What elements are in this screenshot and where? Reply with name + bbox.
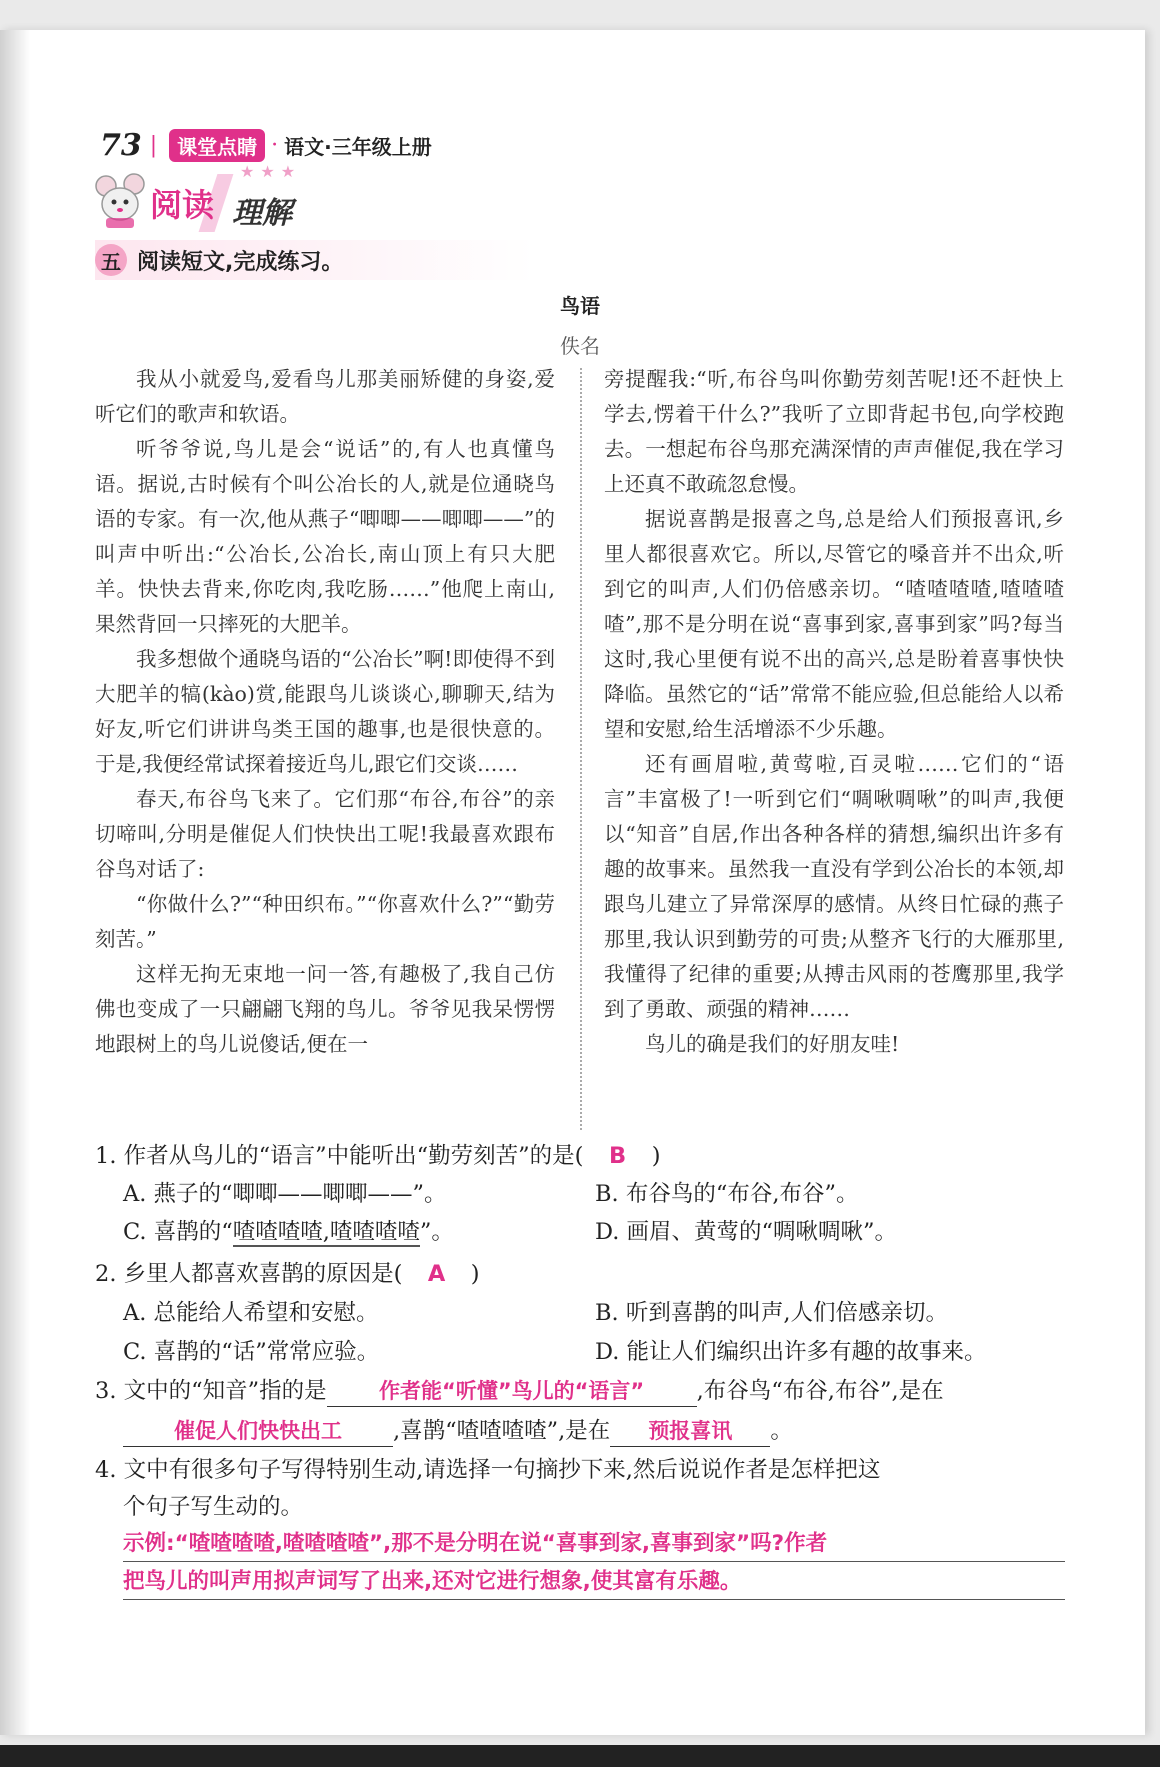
series-tag: 课堂点睛 [169, 129, 265, 162]
option-c: C. 喜鹊的“话”常常应验。 [123, 1339, 380, 1365]
answer-blank-2: 催促人们快快出工 [123, 1416, 393, 1447]
paragraph: “你做什么?”“种田织布。”“你喜欢什么?”“勤劳刻苦。” [95, 892, 555, 951]
answer-blank-3: 预报喜讯 [610, 1416, 770, 1447]
header-divider: | [149, 132, 158, 158]
question-2 [95, 1256, 480, 1288]
answer-choice: A [427, 1261, 446, 1287]
paragraph: 春天,布谷鸟飞来了。它们那“布谷,布谷”的亲切啼叫,分明是催促人们快快出工呢!我最喜欢跟布谷鸟对话了: [95, 787, 555, 881]
question-stem: 1. 作者从鸟儿的“语言”中能听出“勤劳刻苦”的是( [95, 1143, 584, 1169]
question-4-line-2: 个句子写生动的。 [123, 1494, 304, 1520]
subject-label: 语文·三年级上册 [284, 134, 432, 159]
option-a: A. 燕子的“唧唧——唧唧——”。 [123, 1181, 447, 1207]
question-close-paren: ) [470, 1261, 480, 1287]
article-left-column [95, 362, 555, 1062]
option-c-underlined: 喳喳喳喳,喳喳喳喳 [232, 1219, 420, 1245]
question-3-line-2 [123, 1413, 793, 1447]
paragraph: 听爷爷说,鸟儿是会“说话”的,有人也真懂鸟语。据说,古时候有个叫公冶长的人,就是位通晓鸟语的专家。有一次,他从燕子“唧唧——唧唧——”的叫声中听出:“公冶长,公冶长,南山顶上有只大肥羊。快快去背来,你吃肉,我吃肠……”他爬上南山,果然背回一只摔死的大肥羊。 [95, 437, 555, 636]
option-b: B. 布谷鸟的“布谷,布谷”。 [595, 1181, 859, 1207]
section-logo [90, 162, 320, 240]
paragraph: 这样无拘无束地一问一答,有趣极了,我自己仿佛也变成了一只翩翩飞翔的鸟儿。爷爷见我呆愣愣地跟树上的鸟儿说傻话,便在一 [95, 962, 555, 1056]
section-heading [95, 240, 535, 280]
bottom-edge-bar [0, 1745, 1160, 1767]
logo-word-understanding: 理解 [232, 196, 292, 231]
question-stem: 2. 乡里人都喜欢喜鹊的原因是( [95, 1261, 403, 1287]
option-c-suffix: ”。 [419, 1219, 454, 1245]
paragraph: 旁提醒我:“听,布谷鸟叫你勤劳刻苦呢!还不赶快上学去,愣着干什么?”我听了立即背起书包,向学校跑去。一想起布谷鸟那充满深情的声声催促,我在学习上还真不敢疏忽怠慢。 [604, 367, 1064, 496]
option-d: D. 画眉、黄莺的“啁啾啁啾”。 [595, 1219, 898, 1245]
page-header [100, 125, 432, 165]
paragraph: 据说喜鹊是报喜之鸟,总是给人们预报喜讯,乡里人都很喜欢它。所以,尽管它的嗓音并不出众,听到它的叫声,人们仍倍感亲切。“喳喳喳喳,喳喳喳喳”,那不是分明在说“喜事到家,喜事到家”吗?每当这时,我心里便有说不出的高兴,总是盼着喜事快快降临。虽然它的“话”常常不能应验,但总能给人以希望和安慰,给生活增添不少乐趣。 [604, 507, 1064, 741]
option-b: B. 听到喜鹊的叫声,人们倍感亲切。 [595, 1300, 948, 1326]
paragraph: 我多想做个通晓鸟语的“公冶长”啊!即使得不到大肥羊的犒(kào)赏,能跟鸟儿谈谈心,聊聊天,结为好友,听它们讲讲鸟类王国的趣事,也是很快意的。于是,我便经常试探着接近鸟儿,跟它们交谈…… [95, 647, 555, 776]
section-instruction: 阅读短文,完成练习。 [137, 249, 344, 275]
page-number: 73 [100, 127, 142, 163]
question-close-paren: ) [651, 1143, 661, 1169]
question-3-line-1 [95, 1373, 944, 1407]
paragraph: 还有画眉啦,黄莺啦,百灵啦……它们的“语言”丰富极了!一听到它们“啁啾啁啾”的叫声,我便以“知音”自居,作出各种各样的猜想,编织出许多有趣的故事来。虽然我一直没有学到公冶长的本领,却跟鸟儿建立了异常深厚的感情。从终日忙碌的燕子那里,我认识到勤劳的可贵;从整齐飞行的大雁那里,我懂得了纪律的重要;从搏击风雨的苍鹰那里,我学到了勇敢、顽强的精神…… [604, 752, 1064, 1021]
question-3-text: 3. 文中的“知音”指的是 [95, 1378, 327, 1404]
question-3-text: ,布谷鸟“布谷,布谷”,是在 [696, 1378, 944, 1404]
option-c-prefix: C. 喜鹊的“ [123, 1219, 233, 1245]
article-author: 佚名 [560, 334, 600, 358]
question-4-answer-line-1: 示例:“喳喳喳喳,喳喳喳喳”,那不是分明在说“喜事到家,喜事到家”吗?作者 [123, 1527, 1065, 1562]
article-right-column [604, 362, 1064, 1062]
star-rating-icon: ★★★ [240, 162, 302, 181]
answer-choice: B [609, 1143, 627, 1169]
mouse-mascot-icon [94, 172, 148, 232]
option-c [123, 1214, 454, 1246]
question-3-text: 。 [770, 1418, 793, 1444]
section-number-badge: 五 [95, 244, 127, 276]
answer-blank-1: 作者能“听懂”鸟儿的“语言” [327, 1376, 697, 1407]
option-d: D. 能让人们编织出许多有趣的故事来。 [595, 1339, 987, 1365]
question-4-line-1: 4. 文中有很多句子写得特别生动,请选择一句摘抄下来,然后说说作者是怎样把这 [95, 1457, 881, 1483]
question-1 [95, 1138, 661, 1170]
question-3-text: ,喜鹊“喳喳喳喳”,是在 [393, 1418, 611, 1444]
paragraph: 鸟儿的确是我们的好朋友哇! [645, 1032, 900, 1056]
option-a: A. 总能给人希望和安慰。 [123, 1300, 379, 1326]
article-title: 鸟语 [560, 294, 600, 318]
header-dot: · [271, 132, 279, 158]
logo-word-reading: 阅读 [150, 186, 215, 224]
column-divider [580, 368, 582, 1130]
paragraph: 我从小就爱鸟,爱看鸟儿那美丽矫健的身姿,爱听它们的歌声和软语。 [95, 367, 555, 426]
question-4-answer-line-2: 把鸟儿的叫声用拟声词写了出来,还对它进行想象,使其富有乐趣。 [123, 1565, 1065, 1600]
